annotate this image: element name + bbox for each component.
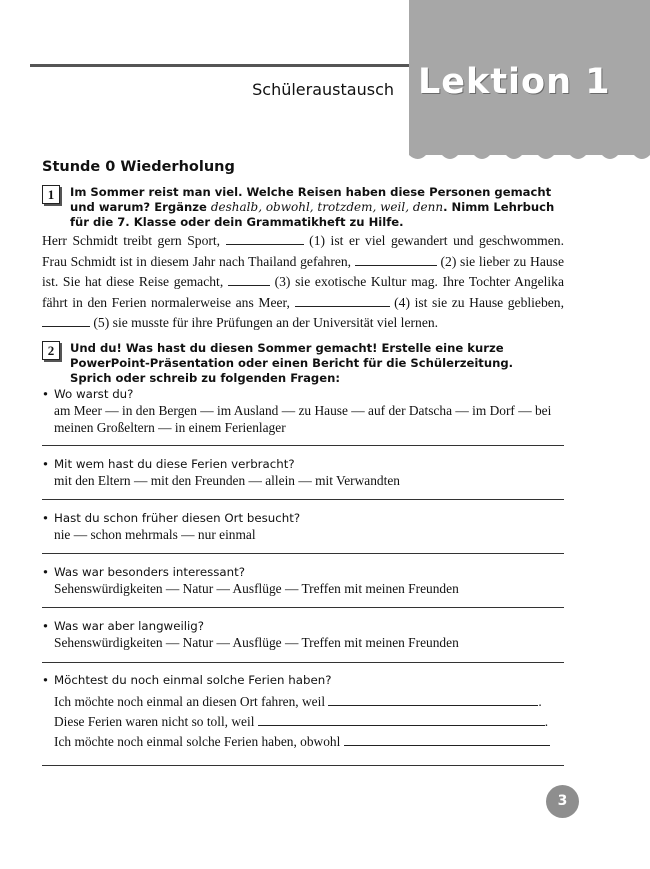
question-options: Sehenswürdigkeiten — Natur — Ausflüge — Treffen mit meinen Freunden <box>54 581 459 596</box>
sentence-starter <box>54 713 548 730</box>
question-item <box>42 386 567 436</box>
page-number: 3 <box>546 785 579 818</box>
bullet-icon: • <box>42 619 49 633</box>
answer-line[interactable] <box>42 499 564 500</box>
text-segment: (3) sie exotische Kultur mag. Ihre Tochter Angelika fährt in den Ferien normalerweise ans Meer, <box>42 274 564 310</box>
question-text: Was war besonders interessant? <box>54 565 245 579</box>
question-options: nie — schon mehrmals — nur einmal <box>54 527 256 542</box>
sentence-blank[interactable] <box>328 694 538 706</box>
task-1-instr-b: . Nimm Lehrbuch für die 7. Klasse oder dein Grammatikheft zu Hilfe. <box>70 200 555 229</box>
question-item <box>42 510 567 543</box>
question-text: Was war aber langweilig? <box>54 619 205 633</box>
banner-wave-edge <box>409 147 650 163</box>
bullet-icon: • <box>42 457 49 471</box>
task-2-instruction: Und du! Was hast du diesen Sommer gemacht! Erstelle eine kurze PowerPoint-Präsentation oder einen Bericht für die Schülerzeitung. Sprich oder schreib zu folgenden Fragen: <box>70 341 514 385</box>
question-text: Möchtest du noch einmal solche Ferien haben? <box>54 673 332 687</box>
sentence-text: Ich möchte noch einmal an diesen Ort fahren, weil <box>54 694 326 709</box>
answer-line[interactable] <box>42 662 564 663</box>
sentence-starter <box>54 733 550 750</box>
bullet-icon: • <box>42 565 49 579</box>
sentence-text: Ich möchte noch einmal solche Ferien haben, obwohl <box>54 734 341 749</box>
blank-2[interactable] <box>355 254 437 266</box>
text-segment: (1) ist er viel gewandert und geschwommen. Frau Schmidt ist in diesem Jahr nach Thailand gefahren, <box>42 233 564 269</box>
section-heading: Stunde 0 Wiederholung <box>42 159 235 175</box>
question-options: am Meer — in den Bergen — im Ausland — zu Hause — auf der Datscha — im Dorf — bei meinen Großeltern — in einem Ferienlager <box>54 403 552 435</box>
blank-4[interactable] <box>295 295 390 307</box>
question-text: Hast du schon früher diesen Ort besucht? <box>54 511 301 525</box>
lesson-title: Lektion 1 <box>418 62 611 102</box>
sentence-blank[interactable] <box>258 714 545 726</box>
task-2-number: 2 <box>42 341 60 360</box>
header-rule <box>30 64 410 67</box>
bullet-icon: • <box>42 511 49 525</box>
answer-line[interactable] <box>42 445 564 446</box>
blank-5[interactable] <box>42 315 90 327</box>
bullet-icon: • <box>42 673 49 687</box>
sentence-blank[interactable] <box>344 734 550 746</box>
task-1-instruction <box>70 185 570 230</box>
topic-title: Schüleraustausch <box>252 80 394 99</box>
question-text: Mit wem hast du diese Ferien verbracht? <box>54 457 295 471</box>
sentence-starter <box>54 693 542 710</box>
text-segment: (5) sie musste für ihre Prüfungen an der Universität viel lernen. <box>90 315 439 330</box>
question-item <box>42 564 567 597</box>
sentence-period: . <box>538 694 542 709</box>
question-options: Sehenswürdigkeiten — Natur — Ausflüge — Treffen mit meinen Freunden <box>54 635 459 650</box>
task-1-instr-words: deshalb, obwohl, trotzdem, weil, denn <box>210 200 444 214</box>
task-1-text <box>42 231 564 334</box>
question-options: mit den Eltern — mit den Freunden — allein — mit Verwandten <box>54 473 400 488</box>
blank-3[interactable] <box>228 274 270 286</box>
sentence-period: . <box>544 714 549 729</box>
question-item <box>42 672 567 688</box>
text-segment: (4) ist sie zu Hause geblieben, <box>389 294 564 310</box>
question-item <box>42 618 567 651</box>
answer-line[interactable] <box>42 607 564 608</box>
question-item <box>42 456 567 489</box>
task-1-instr-a: Im Sommer reist man viel. Welche Reisen haben diese Personen gemacht und warum? Ergänze <box>70 185 552 214</box>
blank-1[interactable] <box>226 233 304 245</box>
task-1-number: 1 <box>42 185 60 204</box>
text-segment: Herr Schmidt treibt gern Sport, <box>42 233 226 248</box>
text-segment: (2) sie lieber zu Hause ist. Sie hat diese Reise gemacht, <box>42 253 564 289</box>
sentence-text: Diese Ferien waren nicht so toll, weil <box>54 714 255 729</box>
answer-line[interactable] <box>42 553 564 554</box>
bullet-icon: • <box>42 387 49 401</box>
question-text: Wo warst du? <box>54 387 134 401</box>
answer-line[interactable] <box>42 765 564 766</box>
